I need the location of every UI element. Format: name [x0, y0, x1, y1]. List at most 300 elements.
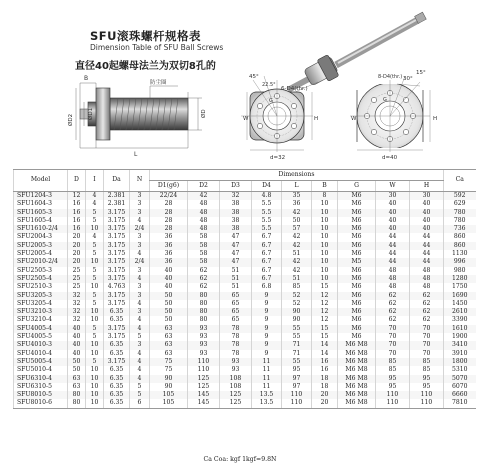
table-cell: 4	[86, 233, 104, 241]
w-label-1: W	[243, 116, 249, 122]
table-row	[14, 225, 476, 233]
table-cell: 5	[86, 217, 104, 225]
table-cell: 11	[252, 358, 282, 366]
table-cell: 10	[312, 200, 338, 208]
table-cell: 9	[252, 292, 282, 300]
seal-label: 防尘圈	[150, 80, 167, 86]
table-cell: 3.175	[104, 242, 130, 250]
table-cell: 6.35	[104, 341, 130, 349]
table-row	[14, 242, 476, 250]
table-cell: 2610	[444, 308, 476, 316]
table-cell: 4.763	[104, 283, 130, 291]
angle-30-label: 30°	[403, 76, 413, 82]
table-cell: 3	[130, 242, 150, 250]
subtitle-cn: 直径40起螺母法兰为双切8孔的	[75, 61, 216, 72]
table-cell: 42	[282, 267, 312, 275]
table-cell: 50	[150, 292, 188, 300]
table-cell: 9	[252, 341, 282, 349]
table-cell: 4	[130, 250, 150, 258]
table-cell: 9	[252, 300, 282, 308]
table-cell: 51	[220, 275, 252, 283]
table-cell: 6.7	[252, 233, 282, 241]
table-cell: 9	[252, 333, 282, 341]
table-cell: 90	[282, 316, 312, 324]
table-cell: 78	[220, 350, 252, 358]
table-cell: M6 M8	[338, 358, 376, 366]
table-cell: 70	[410, 325, 444, 333]
table-cell: 70	[376, 341, 410, 349]
table-cell: 16	[312, 358, 338, 366]
table-row	[14, 300, 476, 308]
table-cell: 44	[376, 250, 410, 258]
table-cell: 5	[86, 292, 104, 300]
table-cell: 47	[220, 233, 252, 241]
table-cell: 15	[312, 325, 338, 333]
table-cell: 70	[410, 350, 444, 358]
table-cell: 6.7	[252, 267, 282, 275]
table-cell: 40	[68, 341, 86, 349]
table-cell: 80	[68, 391, 86, 399]
table-cell: 110	[376, 399, 410, 408]
table-cell: 5.5	[252, 225, 282, 233]
table-cell: 10	[86, 258, 104, 266]
table-cell: 10	[312, 225, 338, 233]
table-row	[14, 383, 476, 391]
table-cell: 32	[220, 192, 252, 201]
table-cell: 12	[312, 292, 338, 300]
table-row	[14, 258, 476, 266]
table-cell: M6	[338, 308, 376, 316]
table-cell: M5	[338, 258, 376, 266]
col-d4: D4	[252, 181, 282, 192]
table-cell: 62	[188, 267, 220, 275]
table-cell: 36	[150, 233, 188, 241]
table-cell: 62	[188, 283, 220, 291]
table-cell: 10	[86, 308, 104, 316]
table-cell: M6	[338, 209, 376, 217]
table-cell: M6	[338, 225, 376, 233]
angle-45-label: 45°	[249, 74, 259, 80]
table-cell: 30	[410, 192, 444, 201]
table-cell: 50	[68, 366, 86, 374]
table-cell: 36	[150, 250, 188, 258]
title-cn: SFU滚珠螺杆规格表	[90, 29, 201, 43]
table-cell: 95	[282, 366, 312, 374]
table-cell: SFU3205-4	[14, 300, 68, 308]
table-cell: 48	[410, 275, 444, 283]
table-cell: 25	[68, 283, 86, 291]
table-cell: 5	[86, 250, 104, 258]
table-cell: M6 M8	[338, 399, 376, 408]
table-cell: 16	[68, 225, 86, 233]
l-label: L	[134, 151, 138, 158]
table-cell: 44	[376, 258, 410, 266]
table-cell: 62	[410, 292, 444, 300]
table-cell: 90	[150, 383, 188, 391]
table-cell: 36	[150, 242, 188, 250]
table-cell: 9	[252, 350, 282, 358]
table-cell: 42	[282, 258, 312, 266]
table-cell: 55	[282, 325, 312, 333]
d32-label: d=32	[270, 155, 286, 161]
table-cell: 40	[376, 200, 410, 208]
table-row	[14, 292, 476, 300]
table-cell: 44	[376, 242, 410, 250]
table-cell: 10	[86, 383, 104, 391]
table-cell: 25	[68, 275, 86, 283]
table-cell: 80	[188, 300, 220, 308]
ring-g-label-1: G	[269, 98, 273, 104]
table-row	[14, 283, 476, 291]
table-cell: SFU1604-3	[14, 200, 68, 208]
table-cell: 5	[130, 383, 150, 391]
table-cell: 9	[252, 308, 282, 316]
table-cell: 65	[220, 308, 252, 316]
table-cell: 1800	[444, 358, 476, 366]
table-cell: 3	[130, 209, 150, 217]
table-cell: 105	[150, 391, 188, 399]
table-cell: 62	[410, 300, 444, 308]
table-cell: 5.5	[252, 217, 282, 225]
table-cell: SFU8010-5	[14, 391, 68, 399]
table-cell: M6 M8	[338, 350, 376, 358]
table-cell: 10	[312, 258, 338, 266]
table-cell: 38	[220, 225, 252, 233]
table-cell: 8	[312, 192, 338, 201]
table-cell: 42	[282, 233, 312, 241]
col-n: N	[130, 170, 150, 192]
table-cell: M6	[338, 200, 376, 208]
table-cell: 9	[252, 325, 282, 333]
table-cell: SFU2510-3	[14, 283, 68, 291]
table-cell: 51	[220, 267, 252, 275]
table-cell: 38	[220, 200, 252, 208]
table-cell: 58	[188, 242, 220, 250]
table-cell: 58	[188, 250, 220, 258]
col-l: L	[282, 181, 312, 192]
table-cell: 10	[86, 366, 104, 374]
table-cell: 10	[312, 275, 338, 283]
table-cell: 3.175	[104, 258, 130, 266]
table-cell: 125	[220, 399, 252, 408]
table-cell: 6.35	[104, 366, 130, 374]
table-cell: M6	[338, 292, 376, 300]
phi-d-label: ØD	[201, 109, 207, 118]
table-cell: 14	[312, 341, 338, 349]
table-cell: 16	[312, 366, 338, 374]
table-cell: 110	[410, 391, 444, 399]
h-label-1: H	[314, 116, 319, 122]
table-cell: 62	[410, 308, 444, 316]
table-cell: 6.8	[252, 283, 282, 291]
table-cell: 40	[410, 225, 444, 233]
table-cell: 2.381	[104, 192, 130, 201]
table-cell: 996	[444, 258, 476, 266]
table-row	[14, 192, 476, 201]
table-cell: 93	[188, 333, 220, 341]
table-cell: 65	[220, 316, 252, 324]
table-cell: 40	[376, 225, 410, 233]
table-cell: 20	[312, 399, 338, 408]
table-cell: 40	[376, 209, 410, 217]
table-cell: 108	[220, 375, 252, 383]
table-cell: 11	[252, 375, 282, 383]
table-cell: 12	[68, 192, 86, 201]
table-cell: 44	[376, 233, 410, 241]
table-cell: 4	[130, 300, 150, 308]
table-cell: M6	[338, 333, 376, 341]
table-cell: 40	[410, 217, 444, 225]
table-cell: M6	[338, 275, 376, 283]
table-cell: 85	[410, 366, 444, 374]
table-cell: M6	[338, 283, 376, 291]
table-cell: 32	[68, 316, 86, 324]
table-cell: 6.35	[104, 316, 130, 324]
col-w: W	[376, 181, 410, 192]
table-cell: 93	[220, 358, 252, 366]
table-cell: 20	[68, 258, 86, 266]
table-row	[14, 399, 476, 408]
d40-label: d=40	[382, 155, 398, 161]
table-cell: 47	[220, 250, 252, 258]
table-cell: 80	[68, 399, 86, 408]
table-cell: 70	[376, 350, 410, 358]
table-cell: 3	[130, 267, 150, 275]
table-cell: M6	[338, 217, 376, 225]
col-d: D	[68, 170, 86, 192]
table-cell: 47	[220, 242, 252, 250]
table-cell: 145	[188, 391, 220, 399]
table-cell: 5	[86, 325, 104, 333]
table-cell: SFU2505-3	[14, 267, 68, 275]
table-cell: M6	[338, 316, 376, 324]
nut-side-view	[67, 75, 207, 158]
table-cell: SFU2010-2/4	[14, 258, 68, 266]
table-cell: 80	[188, 308, 220, 316]
col-h: H	[410, 181, 444, 192]
table-cell: 50	[150, 308, 188, 316]
table-cell: 6.7	[252, 242, 282, 250]
table-cell: 48	[376, 275, 410, 283]
table-cell: SFU6310-4	[14, 375, 68, 383]
table-cell: M6	[338, 300, 376, 308]
table-cell: SFU8010-6	[14, 399, 68, 408]
table-cell: 70	[410, 341, 444, 349]
table-cell: 78	[220, 325, 252, 333]
table-cell: SFU2505-4	[14, 275, 68, 283]
table-cell: 70	[376, 325, 410, 333]
table-cell: 3.175	[104, 292, 130, 300]
table-cell: 3410	[444, 341, 476, 349]
table-cell: 20	[68, 233, 86, 241]
table-cell: 20	[68, 250, 86, 258]
table-cell: SFU2004-3	[14, 233, 68, 241]
table-cell: 1900	[444, 333, 476, 341]
table-cell: 62	[376, 300, 410, 308]
table-cell: 6.35	[104, 308, 130, 316]
table-row	[14, 325, 476, 333]
table-cell: 48	[376, 283, 410, 291]
table-body	[14, 192, 476, 409]
table-cell: 6.35	[104, 375, 130, 383]
table-cell: 58	[188, 233, 220, 241]
table-cell: 71	[282, 341, 312, 349]
table-cell: 16	[68, 209, 86, 217]
table-cell: 2/4	[130, 258, 150, 266]
table-cell: 25	[68, 267, 86, 275]
table-cell: 28	[150, 209, 188, 217]
table-cell: 15	[312, 283, 338, 291]
table-cell: 93	[220, 366, 252, 374]
table-cell: 80	[188, 292, 220, 300]
table-cell: M6 M8	[338, 391, 376, 399]
table-cell: 1610	[444, 325, 476, 333]
table-cell: M6 M8	[338, 366, 376, 374]
table-cell: 38	[220, 217, 252, 225]
table-cell: 125	[188, 375, 220, 383]
table-cell: M6	[338, 192, 376, 201]
table-cell: 50	[68, 358, 86, 366]
table-cell: SFU1204-3	[14, 192, 68, 201]
table-row	[14, 391, 476, 399]
table-cell: M6	[338, 233, 376, 241]
table-cell: 55	[282, 358, 312, 366]
table-cell: 55	[282, 333, 312, 341]
table-cell: 32	[68, 300, 86, 308]
table-cell: 10	[86, 283, 104, 291]
table-cell: 12	[312, 316, 338, 324]
table-cell: 780	[444, 217, 476, 225]
table-cell: 3	[130, 341, 150, 349]
table-cell: 4	[130, 217, 150, 225]
table-cell: 125	[188, 383, 220, 391]
table-cell: 4	[86, 200, 104, 208]
table-cell: 3.175	[104, 333, 130, 341]
angle-22-label: 22.5°	[262, 82, 276, 88]
h-label-2: H	[433, 116, 438, 122]
table-cell: 20	[312, 391, 338, 399]
table-cell: 50	[150, 300, 188, 308]
table-cell: 10	[86, 350, 104, 358]
table-cell: 32	[68, 308, 86, 316]
table-cell: 63	[68, 383, 86, 391]
table-cell: 78	[220, 333, 252, 341]
table-cell: 95	[376, 375, 410, 383]
table-cell: 3	[130, 200, 150, 208]
table-cell: 40	[410, 209, 444, 217]
table-row	[14, 375, 476, 383]
table-cell: 108	[220, 383, 252, 391]
table-cell: 63	[68, 375, 86, 383]
table-cell: 3	[130, 283, 150, 291]
table-cell: 63	[150, 325, 188, 333]
table-cell: 5.5	[252, 200, 282, 208]
table-cell: 110	[410, 399, 444, 408]
table-cell: 30	[376, 192, 410, 201]
table-cell: 9	[252, 316, 282, 324]
table-cell: SFU3210-3	[14, 308, 68, 316]
title-en: Dimension Table of SFU Ball Screws	[90, 43, 224, 52]
table-cell: 47	[220, 258, 252, 266]
table-row	[14, 316, 476, 324]
col-g: G	[338, 181, 376, 192]
dimensions-header: Dimensions	[150, 170, 444, 181]
table-cell: SFU2005-3	[14, 242, 68, 250]
table-cell: 10	[312, 242, 338, 250]
table-cell: SFU5010-4	[14, 366, 68, 374]
table-cell: 63	[150, 350, 188, 358]
table-cell: 48	[410, 283, 444, 291]
table-cell: 44	[410, 258, 444, 266]
table-cell: 5310	[444, 366, 476, 374]
table-cell: 110	[282, 399, 312, 408]
table-cell: 18	[312, 383, 338, 391]
col-d3: D3	[220, 181, 252, 192]
table-cell: 40	[150, 267, 188, 275]
table-cell: 97	[282, 383, 312, 391]
table-cell: 5.5	[252, 209, 282, 217]
table-cell: 36	[282, 200, 312, 208]
table-cell: 50	[150, 316, 188, 324]
table-cell: SFU5005-4	[14, 358, 68, 366]
table-cell: 18	[312, 375, 338, 383]
table-cell: 48	[188, 209, 220, 217]
table-cell: 28	[150, 225, 188, 233]
table-cell: 105	[150, 399, 188, 408]
table-cell: 4	[130, 366, 150, 374]
table-row	[14, 333, 476, 341]
table-cell: 3.175	[104, 300, 130, 308]
table-cell: 980	[444, 267, 476, 275]
table-row	[14, 308, 476, 316]
table-cell: 4	[86, 192, 104, 201]
table-cell: 860	[444, 242, 476, 250]
table-cell: 97	[282, 375, 312, 383]
table-cell: 48	[376, 267, 410, 275]
table-cell: 629	[444, 200, 476, 208]
table-cell: 5	[86, 242, 104, 250]
table-cell: SFU1605-3	[14, 209, 68, 217]
table-row	[14, 233, 476, 241]
table-cell: 90	[150, 375, 188, 383]
table-cell: 71	[282, 350, 312, 358]
flange-view-8-holes	[350, 70, 437, 161]
table-cell: M6	[338, 250, 376, 258]
table-cell: 13.5	[252, 391, 282, 399]
table-cell: 93	[188, 341, 220, 349]
table-cell: 860	[444, 233, 476, 241]
table-cell: 62	[410, 316, 444, 324]
table-cell: 4	[130, 275, 150, 283]
table-cell: 63	[150, 333, 188, 341]
table-cell: 40	[68, 325, 86, 333]
w-label-2: W	[351, 116, 357, 122]
table-cell: 75	[150, 366, 188, 374]
table-cell: 5	[86, 209, 104, 217]
table-cell: 110	[282, 391, 312, 399]
table-cell: 57	[282, 225, 312, 233]
table-cell: 63	[150, 341, 188, 349]
table-row	[14, 200, 476, 208]
table-cell: 40	[150, 283, 188, 291]
table-cell: M6 M8	[338, 383, 376, 391]
table-cell: 13.5	[252, 399, 282, 408]
angle-15-label: 15°	[416, 70, 426, 76]
table-cell: 1130	[444, 250, 476, 258]
table-cell: 38	[220, 209, 252, 217]
phi-d1-label: ØD1	[88, 107, 94, 120]
table-cell: 28	[150, 200, 188, 208]
